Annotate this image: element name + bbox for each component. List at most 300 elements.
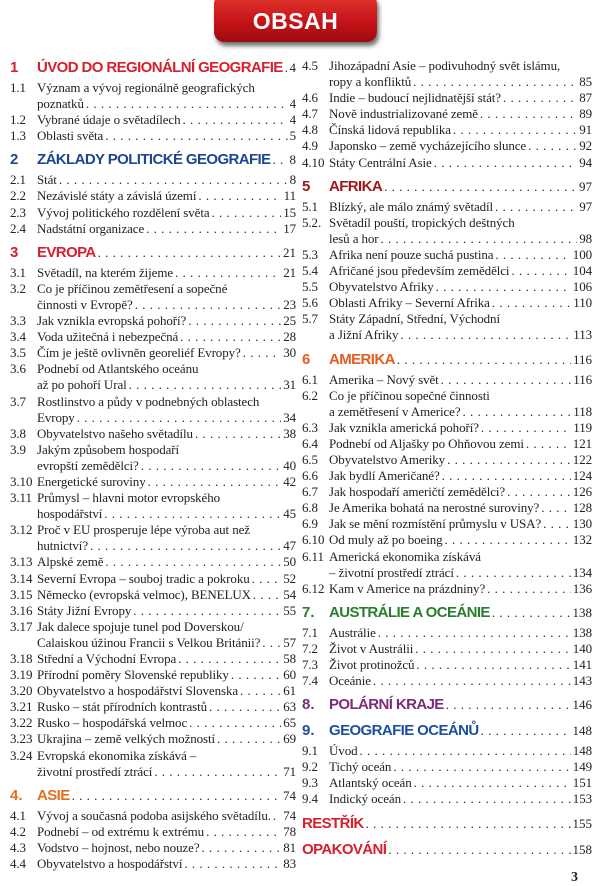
entry-number: 6.5 — [302, 451, 318, 467]
chapter-title: EVROPA — [37, 243, 96, 261]
toc-entry[interactable] — [10, 731, 296, 747]
toc-entry[interactable] — [10, 474, 296, 490]
chapter-heading[interactable] — [302, 814, 592, 834]
toc-entry[interactable] — [302, 549, 592, 581]
entry-title: Střední a Východní Evropa — [37, 651, 177, 666]
entry-line — [10, 748, 296, 764]
page-ref: 116 — [572, 351, 592, 367]
entry-line — [302, 279, 592, 295]
toc-entry[interactable] — [10, 442, 296, 474]
entry-title: Calaiskou úžinou Francii s Velkou Británii? — [37, 634, 261, 650]
entry-title: Německo (evropská velmoc), BENELUX — [37, 586, 251, 602]
dot-leader — [105, 554, 281, 570]
dot-leader — [231, 667, 281, 683]
chapter-number: 6 — [302, 350, 311, 368]
page-ref: 97 — [579, 198, 592, 214]
entry-line — [10, 683, 296, 699]
entry-line — [10, 506, 296, 522]
entry-title: Vývoj a současná podoba asijského světadílu. — [37, 807, 271, 823]
dot-leader — [403, 791, 571, 807]
entry-line — [10, 474, 296, 490]
page-ref: 81 — [283, 839, 296, 855]
chapter-heading[interactable] — [10, 150, 296, 170]
entry-line — [302, 791, 592, 807]
page-ref: 132 — [572, 532, 592, 548]
entry-line — [10, 188, 296, 204]
dot-leader — [381, 231, 578, 247]
entry-line — [10, 490, 296, 506]
entry-number: 3.4 — [10, 329, 26, 345]
toc-entry[interactable] — [10, 265, 296, 281]
chapter-heading[interactable] — [302, 603, 592, 623]
dot-leader — [481, 420, 571, 436]
entry-title: Proč v EU prosperuje lépe výroba aut než — [37, 522, 250, 538]
toc-entry[interactable] — [302, 388, 592, 420]
entry-title: Indie – budoucí nejlidnatější stát? — [329, 90, 501, 106]
chapter-heading[interactable] — [302, 840, 592, 860]
toc-entry[interactable] — [302, 372, 592, 388]
entry-line — [302, 388, 592, 404]
toc-entry[interactable] — [302, 215, 592, 247]
dot-leader — [189, 715, 281, 731]
entry-title: Tichý oceán — [329, 759, 392, 775]
page-ref: 45 — [283, 506, 296, 522]
page-ref: 136 — [572, 580, 592, 596]
toc-entry[interactable] — [10, 603, 296, 619]
toc-entry[interactable] — [302, 641, 592, 657]
toc-entry[interactable] — [10, 715, 296, 731]
entry-line — [302, 581, 592, 597]
toc-entry[interactable] — [302, 759, 592, 775]
toc-entry[interactable] — [10, 619, 296, 651]
page-ref: 74 — [283, 787, 296, 803]
toc-entry[interactable] — [10, 651, 296, 667]
entry-number: 3.17 — [10, 618, 33, 634]
dot-leader — [397, 350, 571, 370]
dot-leader — [416, 657, 570, 673]
page-ref: 60 — [283, 667, 296, 683]
chapter-heading[interactable] — [302, 695, 592, 715]
chapter-number: 8. — [302, 696, 315, 714]
page-ref: 31 — [283, 377, 296, 393]
page-ref: 116 — [573, 371, 592, 387]
toc-entry[interactable] — [10, 683, 296, 699]
entry-title: Indický oceán — [329, 791, 401, 807]
entry-title: poznatků — [37, 96, 84, 112]
entry-number: 5.5 — [302, 279, 318, 295]
entry-number: 5.3 — [302, 246, 318, 262]
entry-number: 3.19 — [10, 667, 33, 683]
page-ref: 85 — [579, 74, 592, 90]
toc-entry[interactable] — [10, 128, 296, 144]
toc-entry[interactable] — [10, 587, 296, 603]
entry-title: Ukrajina – země velkých možností — [37, 731, 216, 747]
entry-line — [302, 759, 592, 775]
page-ref: 119 — [573, 419, 592, 435]
entry-line — [10, 112, 296, 128]
toc-entry[interactable] — [302, 155, 592, 171]
entry-title: Jak dalece spojuje tunel pod Doverskou/ — [37, 618, 244, 634]
entry-line — [302, 500, 592, 516]
dot-leader — [434, 155, 577, 171]
chapter-number: 3 — [10, 243, 19, 261]
dot-leader — [105, 128, 287, 144]
entry-title: Austrálie — [329, 624, 376, 640]
entry-line — [302, 138, 592, 154]
entry-line — [302, 327, 592, 343]
chapter-heading[interactable] — [302, 350, 592, 370]
page-ref: 52 — [283, 570, 296, 586]
page-ref: 40 — [283, 457, 296, 473]
entry-number: 6.4 — [302, 435, 318, 451]
page-ref: 47 — [283, 538, 296, 554]
dot-leader — [98, 243, 281, 263]
entry-number: 9.1 — [302, 743, 318, 759]
toc-entry[interactable] — [302, 58, 592, 90]
page-ref: 87 — [579, 90, 592, 106]
entry-line — [302, 58, 592, 74]
entry-line — [302, 247, 592, 263]
chapter-number: 5 — [302, 177, 311, 195]
entry-line — [10, 824, 296, 840]
page-ref: 141 — [572, 657, 592, 672]
entry-number: 7.1 — [302, 624, 318, 640]
entry-title: Úvod — [329, 743, 358, 759]
toc-entry[interactable] — [302, 138, 592, 154]
toc-entry[interactable] — [302, 581, 592, 597]
entry-title: Světadíl, na kterém žijeme — [37, 264, 174, 280]
entry-line — [10, 522, 296, 538]
toc-entry[interactable] — [10, 840, 296, 856]
toc-entry[interactable] — [302, 199, 592, 215]
page-ref: 65 — [283, 715, 296, 731]
toc-entry[interactable] — [10, 426, 296, 442]
entry-title: až po pohoří Ural — [37, 377, 127, 393]
dot-leader — [180, 329, 281, 345]
entry-line — [10, 128, 296, 144]
dot-leader — [212, 205, 282, 221]
toc-entry[interactable] — [302, 791, 592, 807]
page-ref: 4 — [289, 60, 296, 75]
page-ref: 148 — [572, 723, 592, 739]
entry-title: Čím je ještě ovlivněn georeliéf Evropy? — [37, 345, 241, 361]
entry-title: Světadíl pouští, tropických deštných — [329, 214, 515, 230]
dot-leader — [198, 188, 281, 204]
dot-leader — [86, 96, 288, 112]
toc-entry[interactable] — [10, 112, 296, 128]
dot-leader — [202, 840, 282, 856]
entry-number: 4.4 — [10, 856, 26, 872]
entry-line — [302, 516, 592, 532]
toc-entry[interactable] — [10, 808, 296, 824]
toc-entry[interactable] — [10, 522, 296, 554]
entry-line — [302, 74, 592, 90]
entry-title: Nezávislé státy a závislá území — [37, 188, 197, 204]
page-ref: 155 — [572, 815, 592, 831]
toc-entry[interactable] — [302, 90, 592, 106]
entry-number: 2.1 — [10, 172, 26, 188]
toc-entry[interactable] — [302, 775, 592, 791]
entry-number: 1.3 — [10, 128, 26, 144]
dot-leader — [366, 814, 571, 834]
dot-leader — [481, 721, 571, 741]
entry-line — [302, 657, 592, 673]
entry-number: 4.7 — [302, 106, 318, 122]
dot-leader — [240, 683, 281, 699]
dot-leader — [262, 635, 281, 651]
entry-line — [302, 215, 592, 231]
page-ref: 138 — [572, 604, 592, 620]
entry-title: Život v Austrálii — [329, 640, 414, 656]
dot-leader — [543, 516, 571, 532]
toc-entry[interactable] — [302, 673, 592, 689]
entry-title: Oblasti světa — [37, 128, 104, 144]
page-ref: 124 — [572, 468, 592, 484]
toc-entry[interactable] — [10, 172, 296, 188]
entry-line — [10, 635, 296, 651]
toc-entry[interactable] — [10, 281, 296, 313]
toc-column-right — [302, 58, 592, 862]
entry-line — [10, 205, 296, 221]
entry-title: Japonsko – země vycházejícího slunce — [329, 138, 527, 154]
page-ref: 121 — [572, 435, 592, 451]
page-ref: 8 — [289, 152, 296, 168]
entry-title: Jak hospodaří američtí zemědělci? — [329, 484, 506, 500]
entry-number: 6.9 — [302, 516, 318, 532]
entry-line — [10, 587, 296, 603]
entry-line — [302, 311, 592, 327]
chapter-heading[interactable] — [10, 243, 296, 263]
toc-entry[interactable] — [302, 657, 592, 673]
dot-leader — [495, 247, 570, 263]
entry-line — [302, 775, 592, 791]
toc-entry[interactable] — [302, 263, 592, 279]
entry-number: 2.3 — [10, 204, 26, 220]
toc-entry[interactable] — [302, 468, 592, 484]
entry-line — [10, 808, 296, 824]
toc-entry[interactable] — [10, 490, 296, 522]
dot-leader — [384, 177, 577, 197]
entry-title: Blízký, ale málo známý světadíl — [329, 198, 494, 214]
toc-entry[interactable] — [10, 345, 296, 361]
entry-line — [10, 699, 296, 715]
page-ref: 34 — [283, 409, 296, 425]
page-ref: 97 — [579, 178, 592, 194]
dot-leader — [441, 372, 572, 388]
toc-entry[interactable] — [10, 361, 296, 393]
chapter-heading[interactable] — [302, 177, 592, 197]
dot-leader — [480, 106, 577, 122]
entry-number: 6.3 — [302, 419, 318, 435]
entry-line — [10, 221, 296, 237]
contents-title: OBSAH — [252, 7, 339, 34]
entry-title: životní prostředí ztrácí — [37, 763, 153, 779]
entry-number: 3.20 — [10, 683, 33, 699]
dot-leader — [447, 452, 571, 468]
toc-entry[interactable] — [10, 856, 296, 872]
dot-leader — [209, 699, 281, 715]
entry-line — [10, 619, 296, 635]
entry-number: 6.10 — [302, 532, 325, 548]
toc-entry[interactable] — [302, 452, 592, 468]
dot-leader — [243, 345, 282, 361]
toc-entry[interactable] — [302, 311, 592, 343]
page-ref: 38 — [283, 425, 296, 441]
page-ref: 21 — [283, 264, 296, 280]
toc-entry[interactable] — [10, 554, 296, 570]
dot-leader — [456, 565, 571, 581]
entry-number: 4.10 — [302, 154, 325, 170]
toc-entry[interactable] — [10, 221, 296, 237]
toc-entry[interactable] — [302, 279, 592, 295]
dot-leader — [541, 500, 571, 516]
chapter-title: GEOGRAFIE OCEÁNŮ — [329, 722, 479, 740]
entry-title: evropští zemědělci? — [37, 457, 139, 473]
entry-title: Podnebí od Atlantského oceánu — [37, 361, 199, 377]
entry-line — [10, 172, 296, 188]
toc-entry[interactable] — [10, 394, 296, 426]
page-ref: 61 — [283, 683, 296, 699]
page-ref: 148 — [572, 743, 592, 759]
entry-line — [302, 452, 592, 468]
entry-line — [10, 538, 296, 554]
entry-number: 3.14 — [10, 570, 33, 586]
chapter-heading[interactable] — [10, 58, 296, 78]
entry-line — [302, 263, 592, 279]
page-ref: 140 — [572, 640, 592, 656]
entry-title: Energetické suroviny — [37, 473, 146, 489]
dot-leader — [77, 410, 282, 426]
entry-line — [10, 458, 296, 474]
entry-number: 7.3 — [302, 657, 318, 672]
toc-entry[interactable] — [302, 516, 592, 532]
page-ref: 8 — [289, 172, 296, 188]
dot-leader — [183, 112, 288, 128]
page-ref: 71 — [283, 763, 296, 779]
entry-line — [10, 297, 296, 313]
entry-title: Jakým způsobem hospodaří — [37, 441, 180, 457]
toc-entry[interactable] — [302, 295, 592, 311]
dot-leader — [184, 856, 281, 872]
entry-number: 3.21 — [10, 699, 33, 715]
entry-line — [302, 673, 592, 689]
entry-number: 7.4 — [302, 673, 318, 689]
dot-leader — [492, 603, 571, 623]
entry-line — [302, 743, 592, 759]
toc-entry[interactable] — [302, 122, 592, 138]
entry-line — [10, 80, 296, 96]
dot-leader — [415, 641, 571, 657]
toc-entry[interactable] — [302, 247, 592, 263]
dot-leader — [492, 295, 571, 311]
dot-leader — [436, 279, 571, 295]
toc-entry[interactable] — [10, 748, 296, 780]
chapter-heading[interactable] — [302, 721, 592, 741]
page-ref: 15 — [283, 204, 296, 220]
page-ref: 110 — [573, 295, 592, 311]
entry-number: 6.8 — [302, 500, 318, 516]
toc-entry[interactable] — [10, 699, 296, 715]
toc-entry[interactable] — [10, 188, 296, 204]
entry-line — [302, 420, 592, 436]
page-ref: 100 — [572, 246, 592, 262]
toc-entry[interactable] — [302, 436, 592, 452]
toc-entry[interactable] — [10, 667, 296, 683]
entry-number: 4.1 — [10, 807, 26, 823]
entry-number: 6.12 — [302, 580, 325, 596]
toc-entry[interactable] — [302, 106, 592, 122]
entry-line — [10, 603, 296, 619]
dot-leader — [487, 581, 571, 597]
dot-leader — [178, 651, 281, 667]
page-ref: 54 — [283, 586, 296, 602]
entry-line — [302, 372, 592, 388]
entry-title: Oceánie — [329, 673, 371, 689]
dot-leader — [175, 265, 281, 281]
toc-entry[interactable] — [10, 824, 296, 840]
toc-entry[interactable] — [10, 329, 296, 345]
page-ref: 91 — [579, 122, 592, 138]
page-ref: 55 — [283, 602, 296, 618]
dot-leader — [393, 759, 570, 775]
entry-title: Čínská lidová republika — [329, 122, 451, 138]
entry-line — [302, 484, 592, 500]
toc-entry[interactable] — [10, 80, 296, 112]
page-ref: 128 — [572, 500, 592, 516]
toc-entry[interactable] — [302, 420, 592, 436]
entry-title: Atlantský oceán — [329, 775, 412, 791]
toc-entry[interactable] — [10, 571, 296, 587]
dot-leader — [511, 263, 570, 279]
entry-line — [302, 199, 592, 215]
entry-line — [10, 651, 296, 667]
page-ref: 149 — [572, 759, 592, 775]
entry-number: 5.4 — [302, 263, 318, 279]
entry-line — [302, 106, 592, 122]
entry-number: 3.7 — [10, 393, 26, 409]
entry-number: 3.10 — [10, 473, 33, 489]
entry-title: Voda užitečná i nebezpečná — [37, 329, 179, 345]
toc-entry[interactable] — [302, 484, 592, 500]
chapter-title: RESTŘÍK — [302, 814, 364, 832]
toc-entry[interactable] — [10, 313, 296, 329]
entry-title: Rostlinstvo a půdy v podnebných oblastech — [37, 393, 260, 409]
chapter-heading[interactable] — [10, 786, 296, 806]
page-ref: 146 — [572, 697, 592, 713]
entry-number: 5.6 — [302, 295, 318, 311]
dot-leader — [217, 731, 281, 747]
entry-number: 5.7 — [302, 311, 318, 327]
entry-line — [10, 442, 296, 458]
toc-entry[interactable] — [302, 532, 592, 548]
entry-line — [302, 404, 592, 420]
toc-entry[interactable] — [302, 625, 592, 641]
toc-entry[interactable] — [10, 205, 296, 221]
page-ref: 69 — [283, 731, 296, 747]
chapter-title: OPAKOVÁNÍ — [302, 840, 387, 858]
entry-title: – životní prostředí ztrácí — [329, 564, 454, 580]
toc-entry[interactable] — [302, 743, 592, 759]
toc-entry[interactable] — [302, 500, 592, 516]
page-ref: 122 — [572, 451, 592, 467]
dot-leader — [90, 538, 281, 554]
entry-title: Význam a vývoj regionálně geografických — [37, 80, 255, 95]
dot-leader — [528, 138, 577, 154]
entry-title: hospodářství — [37, 506, 103, 522]
entry-title: a Jižní Afriky — [329, 327, 399, 343]
entry-title: Evropy — [37, 409, 75, 425]
entry-line — [302, 122, 592, 138]
